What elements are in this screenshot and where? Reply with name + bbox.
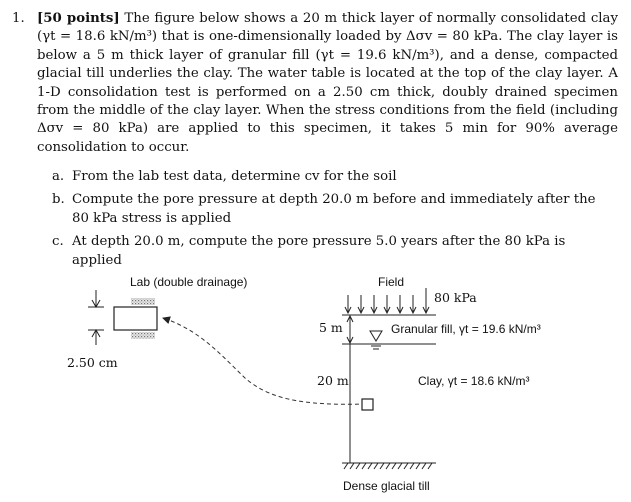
field-title: Field — [378, 275, 405, 289]
lab-title: Lab (double drainage) — [130, 275, 248, 289]
clay-label: Clay, γt = 18.6 kN/m³ — [418, 374, 530, 388]
water-table-icon — [370, 331, 382, 349]
soil-specimen — [114, 307, 157, 330]
part-a-label: a. — [52, 169, 65, 184]
lab-specimen — [67, 275, 247, 370]
fill-label: Granular fill, γt = 19.6 kN/m³ — [391, 322, 541, 336]
base-label: Dense glacial till — [343, 479, 430, 493]
points-label: [50 points] — [37, 11, 120, 26]
sample-location-marker — [362, 399, 373, 410]
fill-thickness: 5 m — [319, 320, 343, 335]
problem-number: 1. — [12, 11, 25, 26]
clay-thickness: 20 m — [317, 373, 349, 388]
part-b-label: b. — [52, 192, 65, 208]
load-label: 80 kPa — [434, 290, 477, 305]
field-profile — [317, 275, 541, 493]
part-c-text: At depth 20.0 m, compute the pore pressure 5.0 years after the 80 kPa is applied — [72, 234, 566, 268]
top-porous-stone — [131, 298, 155, 305]
part-c-label: c. — [52, 234, 64, 250]
part-b-text: Compute the pore pressure at depth 20.0 m before and immediately after the 80 kPa stress is applied — [72, 192, 596, 226]
load-arrows — [345, 288, 429, 313]
problem-text: The figure below shows a 20 m thick layer of normally consolidated clay (γt = 18.6 kN/m³) that is one-dimensionally loaded by Δσv = 80 kPa. The clay layer is below a 5 m thick layer of granular fill (γt = 19.6 kN/m³), and a dense, compacted glacial till underlies the clay. The water table is located at the top of the clay layer. A 1-D consolidation test is performed on a 2.50 cm thick, doubly drained specimen from the middle of the clay layer. When the stress conditions from the field (including Δσv = 80 kPa) are applied to this specimen, it takes 5 min for 90% average consolidation to occur. — [37, 11, 618, 155]
till-hatching — [344, 463, 432, 469]
specimen-thickness: 2.50 cm — [67, 355, 118, 370]
part-a-text: From the lab test data, determine cv for the soil — [72, 169, 397, 184]
bottom-porous-stone — [131, 332, 155, 339]
